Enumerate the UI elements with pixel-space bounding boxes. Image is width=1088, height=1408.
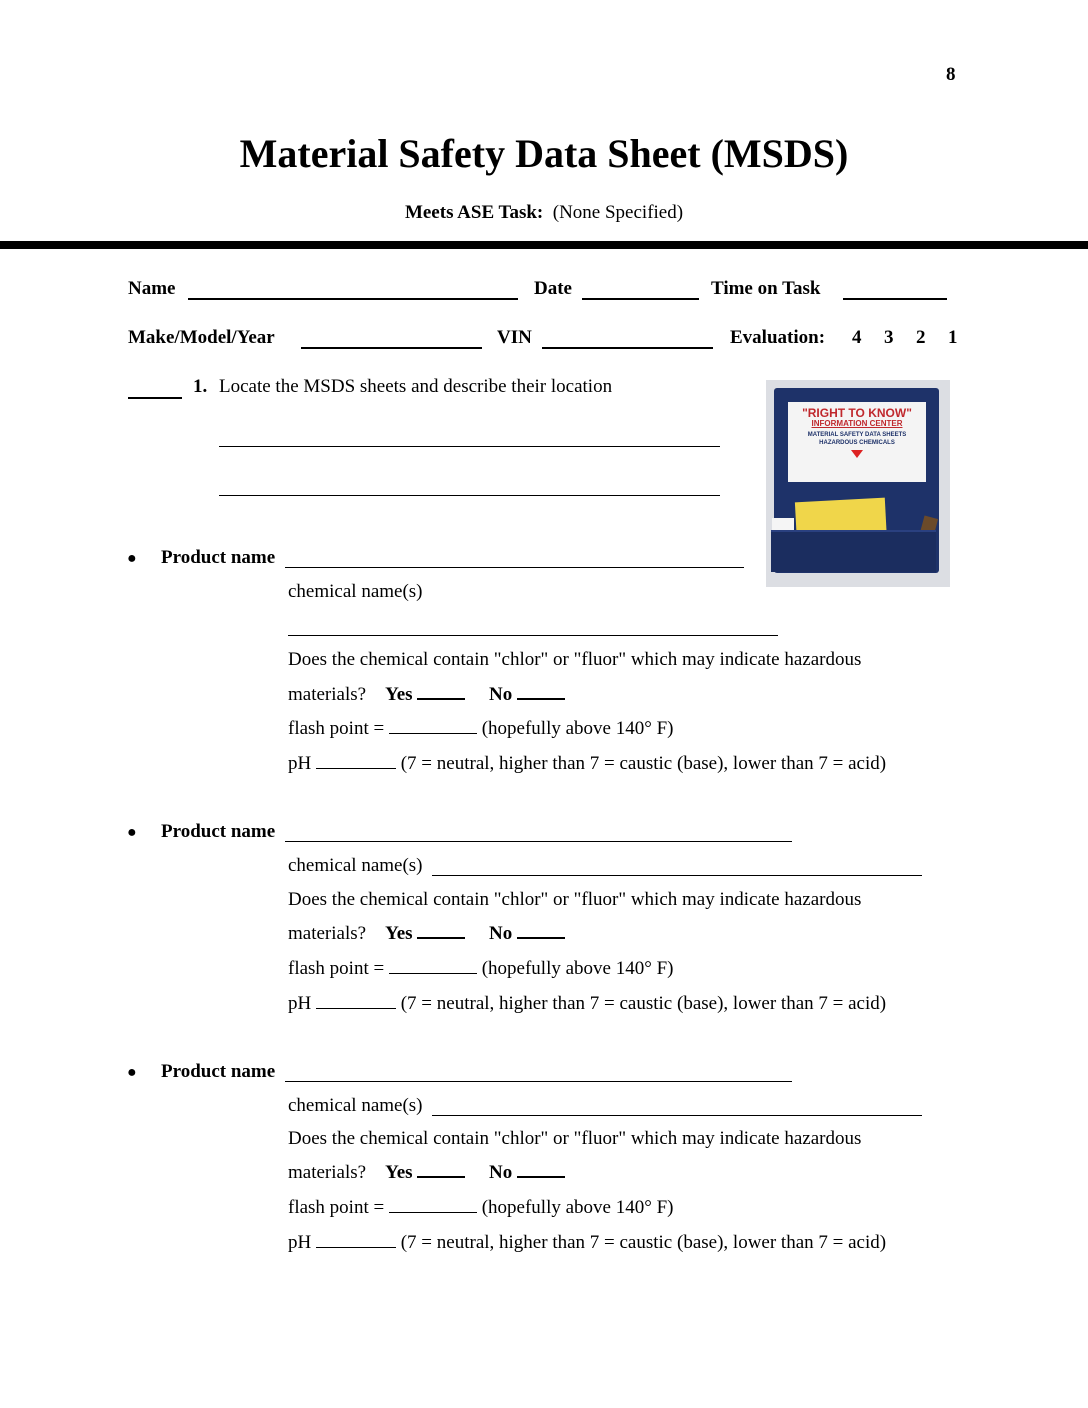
product-3-flash-input[interactable] — [389, 1211, 477, 1213]
bullet-icon: ● — [127, 1064, 137, 1081]
sign-line-3: MATERIAL SAFETY DATA SHEETS — [807, 432, 907, 438]
product-2-label: Product name — [161, 821, 276, 842]
evaluation-score-2[interactable]: 2 — [916, 327, 926, 348]
evaluation-label: Evaluation: — [730, 327, 826, 348]
make-model-year-input[interactable] — [301, 347, 482, 349]
ase-task-label: Meets ASE Task: — [404, 202, 544, 223]
product-2-question-cont: materials? Yes No — [288, 923, 565, 945]
right-to-know-sign — [788, 402, 926, 482]
arrow-down-icon — [851, 450, 863, 458]
name-field — [128, 278, 175, 300]
make-model-year-label: Make/Model/Year — [128, 327, 275, 348]
msds-pocket — [771, 530, 936, 572]
msds-station-photo — [766, 380, 950, 587]
step1-answer-line-1[interactable] — [219, 446, 720, 447]
product-3-question: Does the chemical contain "chlor" or "fluor" which may indicate hazardous — [288, 1128, 862, 1149]
sign-line-5: HAZARDOUS CHEMICALS — [819, 440, 895, 446]
product-3-ph-input[interactable] — [316, 1246, 396, 1248]
product-2-question: Does the chemical contain "chlor" or "fluor" which may indicate hazardous — [288, 889, 862, 910]
step1-answer-line-2[interactable] — [219, 495, 720, 496]
header-divider — [0, 241, 1088, 249]
product-2-no-blank[interactable] — [517, 936, 565, 939]
product-3-no-blank[interactable] — [517, 1175, 565, 1178]
product-1-chemical-label: chemical name(s) — [288, 581, 423, 602]
evaluation-score-4[interactable]: 4 — [852, 327, 862, 348]
time-on-task-input[interactable] — [843, 298, 947, 300]
vin-input[interactable] — [542, 347, 713, 349]
product-1-chemical-input[interactable] — [288, 635, 778, 636]
bullet-icon: ● — [127, 550, 137, 567]
product-1-flash-input[interactable] — [389, 732, 477, 734]
product-3-yes-blank[interactable] — [417, 1175, 465, 1178]
product-3-name-input[interactable] — [285, 1081, 792, 1082]
step1-text: Locate the MSDS sheets and describe their location — [219, 376, 613, 397]
product-3-ph: pH (7 = neutral, higher than 7 = caustic (base), lower than 7 = acid) — [288, 1232, 887, 1253]
product-1-no-blank[interactable] — [517, 697, 565, 700]
name-label: Name — [128, 278, 176, 299]
product-3-label: Product name — [161, 1061, 276, 1082]
product-1-question: Does the chemical contain "chlor" or "fluor" which may indicate hazardous — [288, 649, 862, 670]
product-3-chemical-label: chemical name(s) — [288, 1095, 423, 1116]
product-2-yes-blank[interactable] — [417, 936, 465, 939]
product-3-question-cont: materials? Yes No — [288, 1162, 565, 1184]
vin-label: VIN — [497, 327, 532, 348]
product-2-ph-input[interactable] — [316, 1007, 396, 1009]
product-1-ph-input[interactable] — [316, 767, 396, 769]
product-2-ph: pH (7 = neutral, higher than 7 = caustic (base), lower than 7 = acid) — [288, 993, 887, 1014]
product-1-flash-point: flash point = (hopefully above 140° F) — [288, 718, 674, 739]
sign-line-1: "RIGHT TO KNOW" — [802, 406, 912, 420]
product-2-chemical-label: chemical name(s) — [288, 855, 423, 876]
product-2-name-input[interactable] — [285, 841, 792, 842]
product-2-chemical-input[interactable] — [432, 875, 922, 876]
product-2-flash-point: flash point = (hopefully above 140° F) — [288, 958, 674, 979]
time-on-task-label: Time on Task — [711, 278, 821, 299]
product-3-flash-point: flash point = (hopefully above 140° F) — [288, 1197, 674, 1218]
evaluation-score-1[interactable]: 1 — [948, 327, 958, 348]
date-label: Date — [534, 278, 572, 299]
sign-line-2: INFORMATION CENTER — [811, 419, 903, 428]
product-3-chemical-input[interactable] — [432, 1115, 922, 1116]
step1-checkoff-blank[interactable] — [128, 397, 182, 399]
product-1-yes-blank[interactable] — [417, 697, 465, 700]
product-1-question-cont: materials? Yes No — [288, 684, 565, 706]
evaluation-score-3[interactable]: 3 — [884, 327, 894, 348]
product-1-label: Product name — [161, 547, 276, 568]
ase-task-value: (None Specified) — [552, 202, 684, 223]
page-number: 8 — [946, 64, 956, 85]
page-title: Material Safety Data Sheet (MSDS) — [239, 131, 849, 176]
name-input[interactable] — [188, 298, 518, 300]
step1-number: 1. — [193, 376, 208, 397]
ase-task-line — [0, 202, 1088, 224]
date-input[interactable] — [582, 298, 699, 300]
bullet-icon: ● — [127, 824, 137, 841]
product-1-ph: pH (7 = neutral, higher than 7 = caustic (base), lower than 7 = acid) — [288, 753, 887, 774]
product-2-flash-input[interactable] — [389, 972, 477, 974]
product-1-name-input[interactable] — [285, 567, 744, 568]
